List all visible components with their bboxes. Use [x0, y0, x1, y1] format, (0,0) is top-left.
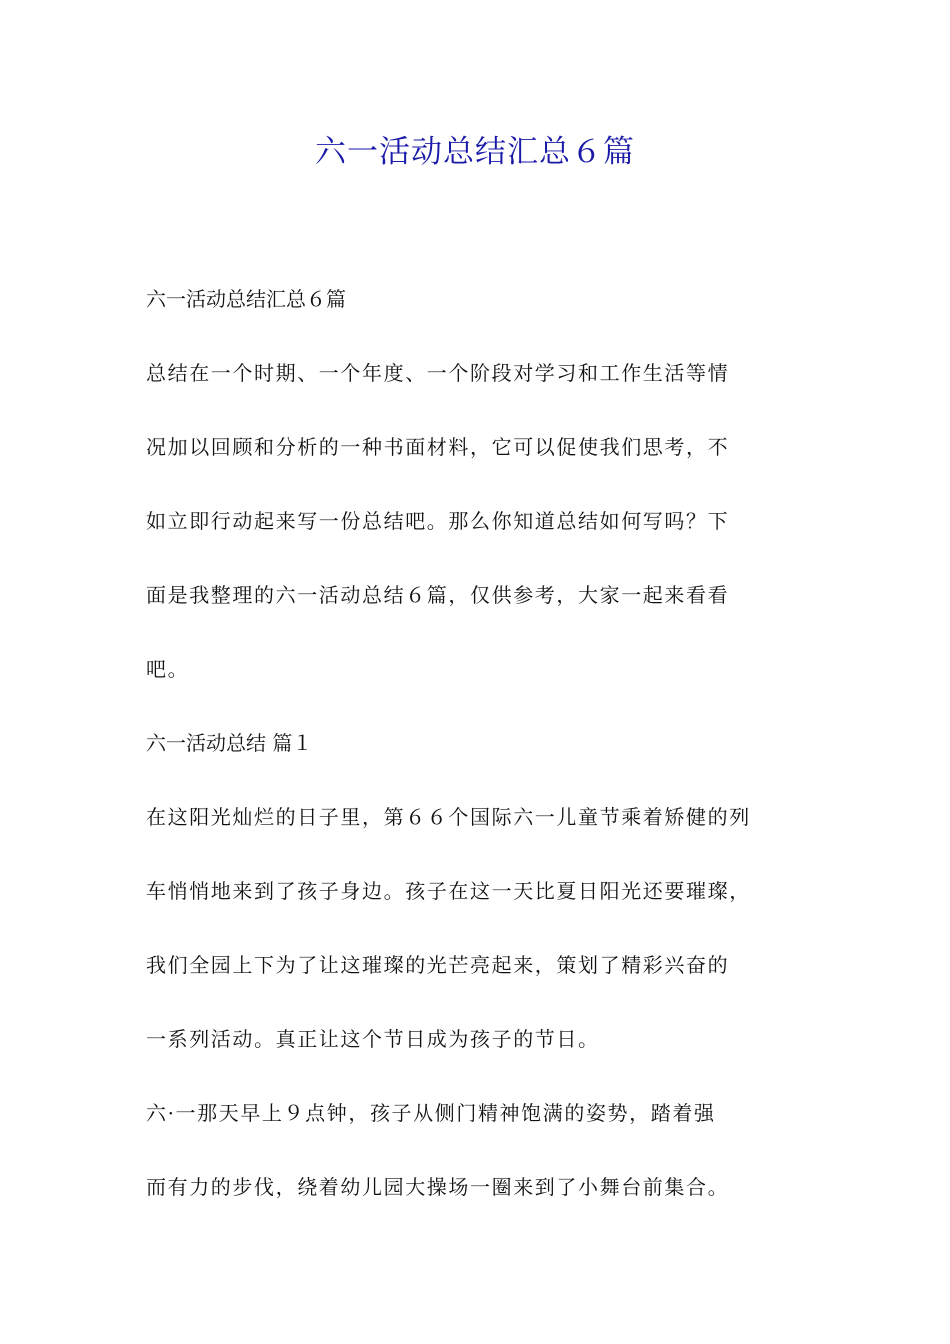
- intro-line: 如立即行动起来写一份总结吧。那么你知道总结如何写吗？下: [146, 509, 730, 533]
- paragraph-line: 车悄悄地来到了孩子身边。孩子在这一天比夏日阳光还要璀璨，: [146, 879, 751, 903]
- paragraph-line: 在这阳光灿烂的日子里，第６６个国际六一儿童节乘着矫健的列: [146, 805, 751, 829]
- paragraph-line: 而有力的步伐，绕着幼儿园大操场一圈来到了小舞台前集合。: [146, 1175, 730, 1199]
- paragraph-line: 我们全园上下为了让这璀璨的光芒亮起来，策划了精彩兴奋的: [146, 953, 730, 977]
- intro-line: 面是我整理的六一活动总结６篇，仅供参考，大家一起来看看: [146, 583, 730, 607]
- paragraph-line: 六·一那天早上９点钟，孩子从侧门精神饱满的姿势，踏着强: [146, 1101, 716, 1125]
- intro-line: 吧。: [146, 657, 190, 681]
- document-title: 六一活动总结汇总６篇: [315, 134, 635, 170]
- intro-line: 总结在一个时期、一个年度、一个阶段对学习和工作生活等情: [146, 361, 730, 385]
- document-subtitle: 六一活动总结汇总６篇: [146, 287, 346, 311]
- paragraph-line: 一系列活动。真正让这个节日成为孩子的节日。: [146, 1027, 600, 1051]
- section1-paragraph-1: [146, 780, 811, 1076]
- intro-line: 况加以回顾和分析的一种书面材料，它可以促使我们思考，不: [146, 435, 730, 459]
- document-body: [146, 262, 811, 1224]
- intro-paragraph: [146, 336, 811, 706]
- section1-paragraph-2: [146, 1076, 811, 1224]
- section-heading: 六一活动总结 篇１: [146, 731, 313, 755]
